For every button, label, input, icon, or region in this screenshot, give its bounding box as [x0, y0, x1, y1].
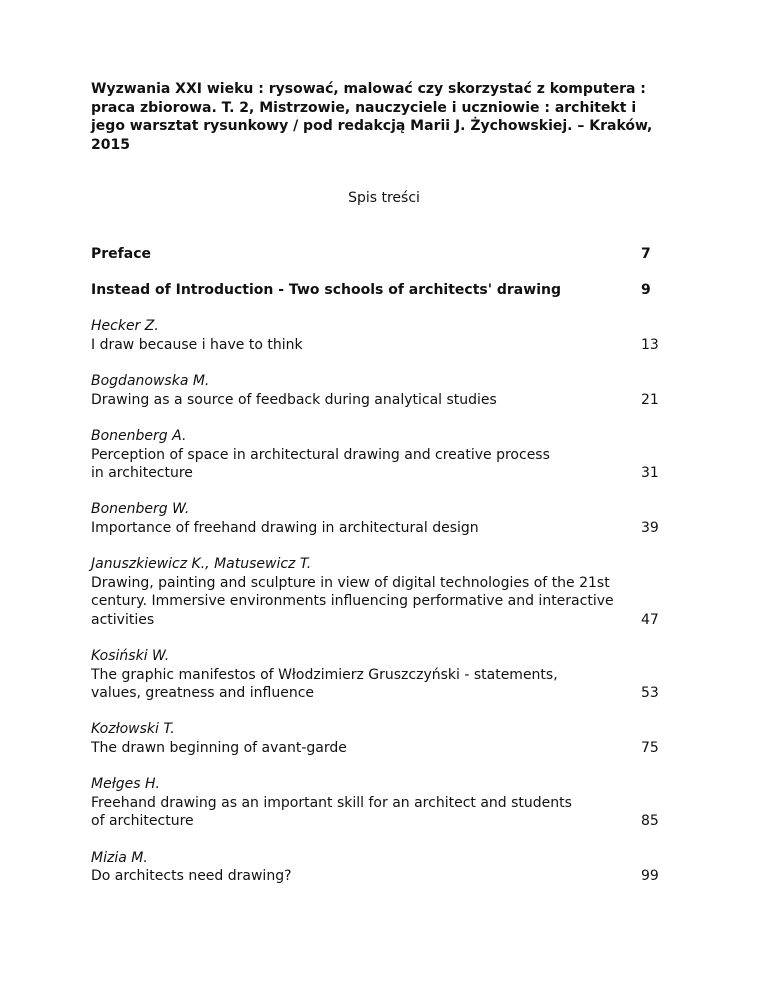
entry-title-line: Perception of space in architectural drawing and creative process [91, 446, 550, 463]
toc-entry [91, 647, 691, 703]
entry-title-line: values, greatness and influence [91, 685, 315, 702]
toc-entry [91, 500, 691, 537]
header-line: jego warsztat rysunkowy / pod redakcją Marii J. Żychowskiej. – Kraków, [91, 118, 653, 135]
header-line: Wyzwania XXI wieku : rysować, malować czy skorzystać z komputera : [91, 81, 646, 97]
entry-title-line: in architecture [91, 465, 193, 482]
page-number: 75 [641, 740, 659, 757]
page-number: 39 [641, 519, 659, 536]
toc-entry [91, 281, 691, 300]
entry-title-line: century. Immersive environments influencing performative and interactive [91, 593, 614, 610]
page-number: 21 [641, 391, 659, 408]
toc-entry [91, 245, 691, 264]
page-number: 99 [641, 868, 659, 885]
entry-title-line: The drawn beginning of avant-garde [91, 740, 347, 757]
toc-entry [91, 775, 691, 831]
toc-entry [91, 849, 691, 886]
entry-author: Hecker Z. [91, 318, 159, 335]
page-number: 7 [641, 246, 651, 262]
document-header [91, 80, 691, 154]
entry-title-line: of architecture [91, 813, 194, 830]
entry-author: Bonenberg W. [91, 501, 190, 518]
entry-title-line: I draw because i have to think [91, 336, 303, 353]
page-number: 53 [641, 685, 659, 702]
toc-entry [91, 720, 691, 757]
page-number: 13 [641, 336, 659, 353]
toc-title: Spis treści [348, 190, 420, 206]
entry-author: Bonenberg A. [91, 427, 187, 444]
page-number: 85 [641, 813, 659, 830]
header-line: praca zbiorowa. T. 2, Mistrzowie, nauczyciele i uczniowie : architekt i [91, 99, 637, 116]
page-number: 31 [641, 465, 659, 482]
entry-title-line: The graphic manifestos of Włodzimierz Gruszczyński - statements, [91, 666, 558, 683]
entry-title-line: Freehand drawing as an important skill for an architect and students [91, 794, 572, 811]
toc-entry [91, 372, 691, 409]
entry-author: Januszkiewicz K., Matusewicz T. [91, 556, 312, 573]
entry-author: Bogdanowska M. [91, 373, 210, 390]
header-line: 2015 [91, 136, 130, 153]
entry-author: Mizia M. [91, 849, 148, 866]
toc-entry [91, 427, 691, 483]
entry-title-line: Drawing, painting and sculpture in view of digital technologies of the 21st [91, 574, 610, 591]
entry-title-line: Instead of Introduction - Two schools of architects' drawing [91, 282, 561, 299]
entry-author: Kozłowski T. [91, 721, 175, 738]
entry-author: Mełges H. [91, 776, 160, 793]
entry-author: Kosiński W. [91, 648, 170, 665]
toc-entry [91, 555, 691, 629]
entry-title-line: Preface [91, 246, 151, 262]
entry-title-line: activities [91, 611, 155, 628]
table-of-contents [91, 245, 691, 903]
entry-title-line: Importance of freehand drawing in architectural design [91, 519, 479, 536]
entry-title-line: Do architects need drawing? [91, 868, 292, 885]
page-number: 47 [641, 611, 659, 628]
page-number: 9 [641, 282, 651, 299]
entry-title-line: Drawing as a source of feedback during analytical studies [91, 391, 497, 408]
toc-entry [91, 317, 691, 354]
